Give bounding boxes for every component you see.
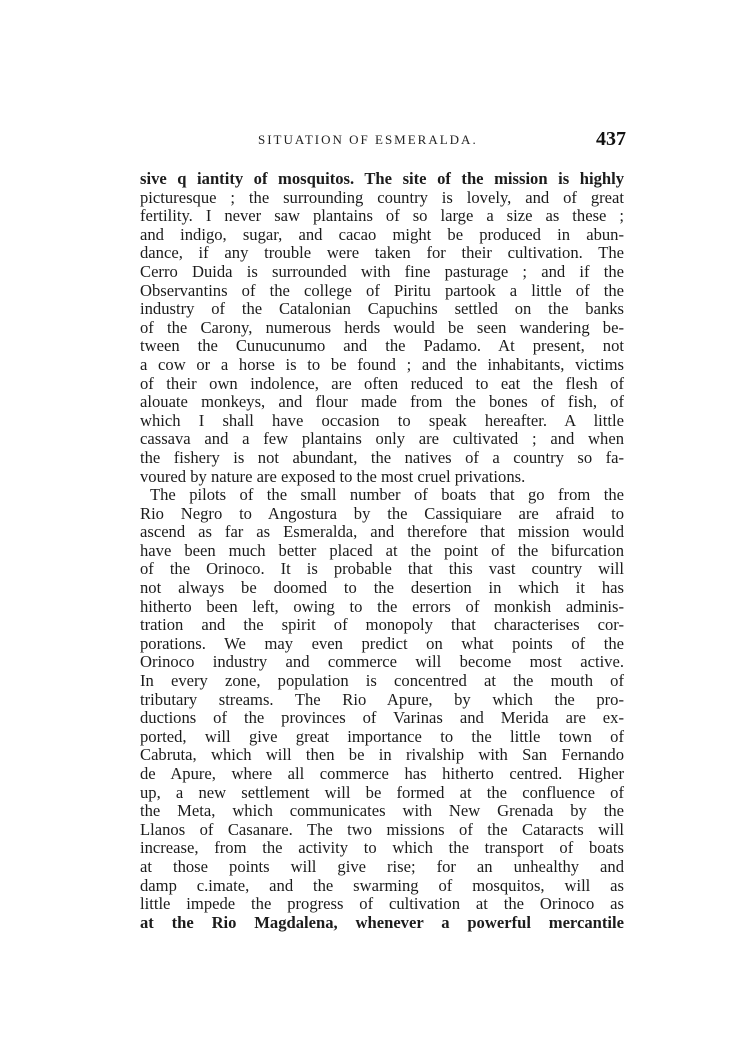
text-line: fertility. I never saw plantains of so large a size as these ; xyxy=(140,206,624,226)
text-line: which I shall have occasion to speak hereafter. A little xyxy=(140,410,624,430)
text-line: ported, will give great importance to the little town of xyxy=(140,726,624,746)
text-line: dance, if any trouble were taken for their cultivation. The xyxy=(140,243,624,263)
text-line: tration and the spirit of monopoly that characterises cor- xyxy=(140,615,624,635)
text-line: have been much better placed at the point of the bifurcation xyxy=(140,540,624,560)
text-line: de Apure, where all commerce has hitherto centred. Higher xyxy=(140,764,624,783)
text-line: sive q iantity of mosquitos. The site of the mission is highly xyxy=(140,169,624,188)
text-line: increase, from the activity to which the transport of boats xyxy=(140,838,624,858)
running-header xyxy=(140,128,630,152)
text-line: porations. We may even predict on what points of the xyxy=(140,633,624,653)
text-line: Orinoco industry and commerce will become most active. xyxy=(140,652,624,672)
text-line: the Meta, which communicates with New Grenada by the xyxy=(140,801,624,821)
text-line: at the Rio Magdalena, whenever a powerful mercantile xyxy=(140,912,624,932)
body-text xyxy=(140,170,624,932)
text-line: of their own indolence, are often reduced to eat the flesh of xyxy=(140,373,624,393)
text-line: industry of the Catalonian Capuchins settled on the banks xyxy=(140,299,624,319)
running-title: SITUATION OF ESMERALDA. xyxy=(258,132,478,147)
text-line: tween the Cunucunumo and the Padamo. At present, not xyxy=(140,336,624,356)
text-line: ductions of the provinces of Varinas and Merida are ex- xyxy=(140,708,624,728)
text-line: In every zone, population is concentred at the mouth of xyxy=(140,671,624,691)
text-line: cassava and a few plantains only are cultivated ; and when xyxy=(140,429,624,449)
text-line: tributary streams. The Rio Apure, by which the pro- xyxy=(140,689,624,709)
text-line: hitherto been left, owing to the errors of monkish adminis- xyxy=(140,596,624,616)
text-line: not always be doomed to the desertion in which it has xyxy=(140,578,624,598)
text-line: ascend as far as Esmeralda, and therefore that mission would xyxy=(140,522,624,542)
text-line: Llanos of Casanare. The two missions of the Cataracts will xyxy=(140,819,624,839)
text-line: up, a new settlement will be formed at the confluence of xyxy=(140,782,624,802)
text-line: The pilots of the small number of boats that go from the xyxy=(150,485,624,505)
text-line: Observantins of the college of Piritu partook a little of the xyxy=(140,280,624,300)
text-line: alouate monkeys, and flour made from the bones of fish, of xyxy=(140,392,624,412)
text-line: the fishery is not abundant, the natives of a country so fa- xyxy=(140,447,624,467)
text-line: damp c.imate, and the swarming of mosquitos, will as xyxy=(140,875,624,895)
page-number: 437 xyxy=(596,128,626,150)
text-line: a cow or a horse is to be found ; and the inhabitants, victims xyxy=(140,354,624,374)
text-line: Rio Negro to Angostura by the Cassiquiare are afraid to xyxy=(140,503,624,523)
text-line: of the Orinoco. It is probable that this vast country will xyxy=(140,559,624,579)
text-line: Cabruta, which will then be in rivalship with San Fernando xyxy=(140,745,624,765)
text-line: of the Carony, numerous herds would be seen wandering be- xyxy=(140,317,624,337)
text-line: little impede the progress of cultivation at the Orinoco as xyxy=(140,894,624,914)
text-line: picturesque ; the surrounding country is lovely, and of great xyxy=(140,187,624,207)
text-line: Cerro Duida is surrounded with fine pasturage ; and if the xyxy=(140,261,624,281)
text-line: voured by nature are exposed to the most cruel privations. xyxy=(140,466,526,486)
text-line: at those points will give rise; for an unhealthy and xyxy=(140,856,624,876)
text-line: and indigo, sugar, and cacao might be produced in abun- xyxy=(140,224,624,244)
